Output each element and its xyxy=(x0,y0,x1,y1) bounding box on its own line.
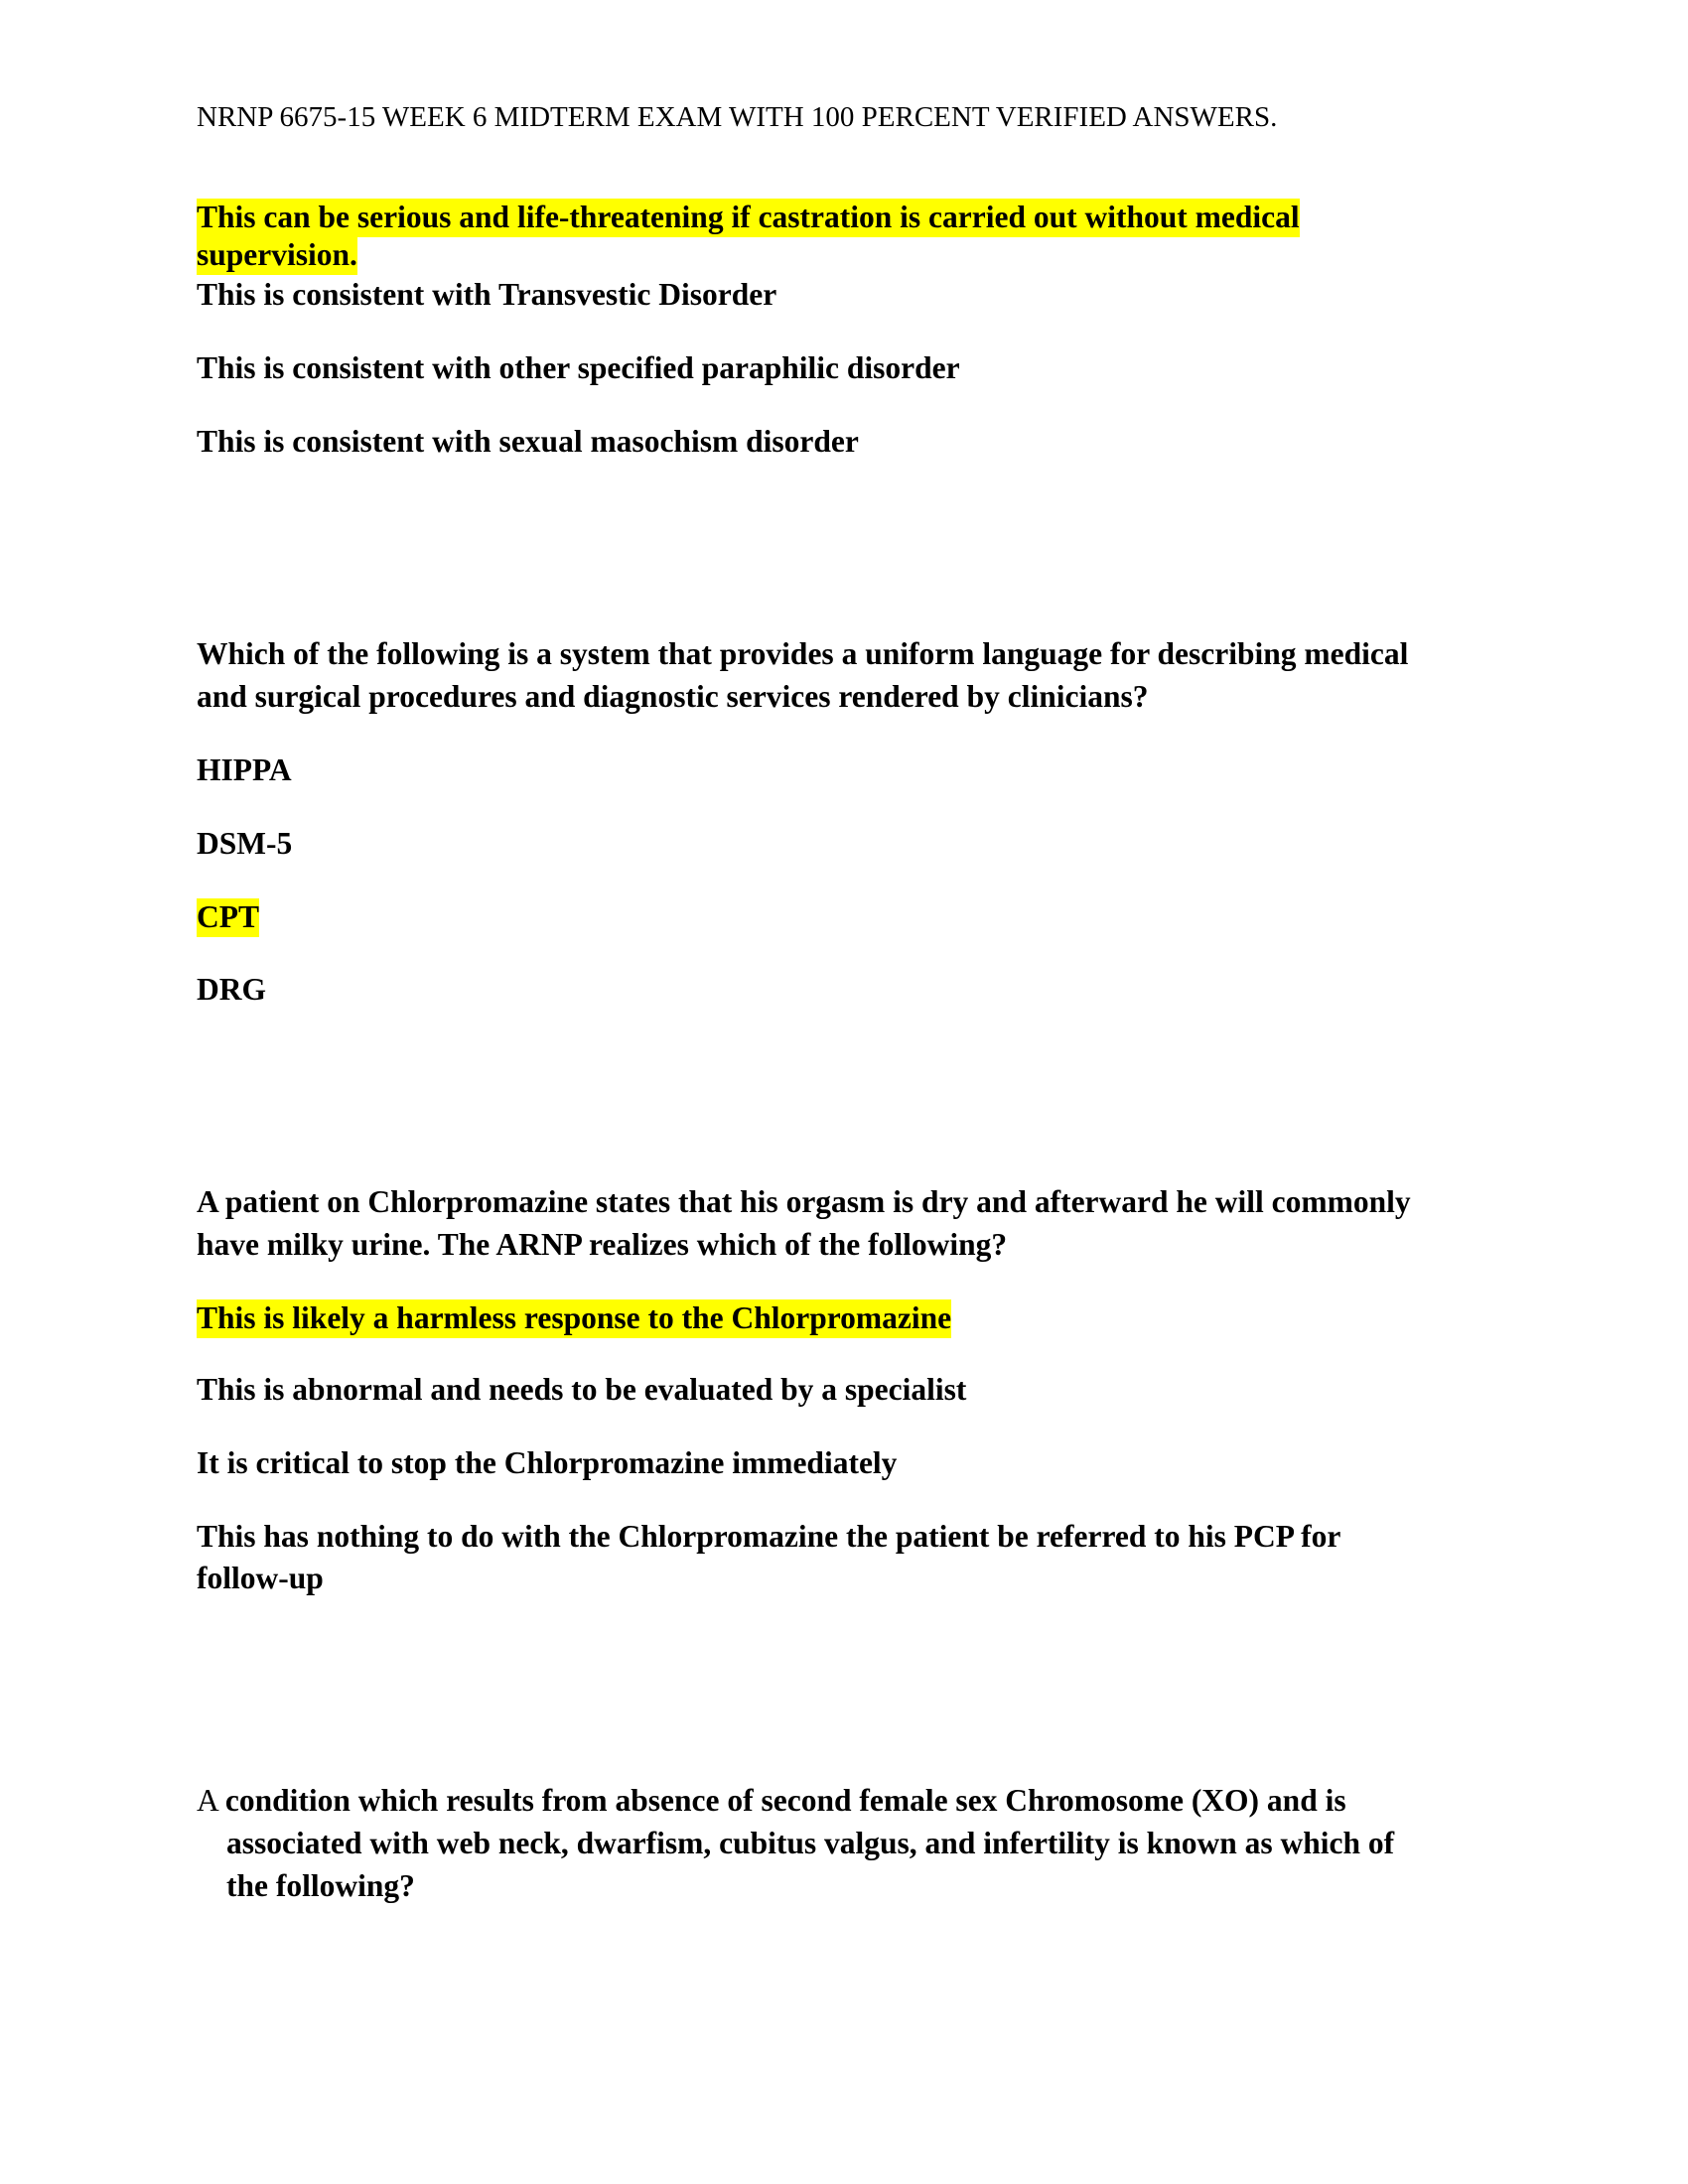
q2-question-line-1: Which of the following is a system that provides a uniform language for describing medical xyxy=(197,636,1409,671)
q4-question-line-3: the following? xyxy=(226,1868,415,1903)
correct-answer-highlight: This can be serious and life-threatening if castration is carried out without medical xyxy=(197,199,1300,237)
q3-option-1 xyxy=(197,1299,951,1337)
q3-option-2: This is abnormal and needs to be evaluated by a specialist xyxy=(197,1372,967,1407)
q3-question-line-1: A patient on Chlorpromazine states that his orgasm is dry and afterward he will commonly xyxy=(197,1184,1411,1219)
q2-option-4: DRG xyxy=(197,972,266,1007)
correct-answer-highlight: CPT xyxy=(197,898,259,937)
q1-option-1-line-1 xyxy=(197,199,1300,236)
q2-option-3 xyxy=(197,898,259,936)
q2-option-2: DSM-5 xyxy=(197,826,293,861)
q4-lead-letter: A xyxy=(197,1783,218,1818)
q1-option-3: This is consistent with other specified paraphilic disorder xyxy=(197,350,960,385)
document-header: NRNP 6675-15 WEEK 6 MIDTERM EXAM WITH 100 PERCENT VERIFIED ANSWERS. xyxy=(197,101,1278,133)
q1-option-4: This is consistent with sexual masochism disorder xyxy=(197,424,859,459)
correct-answer-highlight: supervision. xyxy=(197,236,357,275)
q4-question-line-2: associated with web neck, dwarfism, cubitus valgus, and infertility is known as which of xyxy=(226,1826,1395,1860)
q3-question-line-2: have milky urine. The ARNP realizes which of the following? xyxy=(197,1227,1008,1262)
correct-answer-highlight: This is likely a harmless response to the Chlorpromazine xyxy=(197,1299,951,1338)
q3-option-4-line-1: This has nothing to do with the Chlorpromazine the patient be referred to his PCP for xyxy=(197,1519,1341,1554)
q1-option-2: This is consistent with Transvestic Disorder xyxy=(197,277,777,312)
q4-question-text: condition which results from absence of second female sex Chromosome (XO) and is xyxy=(224,1783,1346,1818)
q4-question-line-1 xyxy=(197,1782,1346,1820)
q3-option-3: It is critical to stop the Chlorpromazine immediately xyxy=(197,1445,898,1480)
q3-option-4-line-2: follow-up xyxy=(197,1561,324,1595)
q2-option-1: HIPPA xyxy=(197,752,292,787)
q2-question-line-2: and surgical procedures and diagnostic services rendered by clinicians? xyxy=(197,679,1149,714)
q1-option-1-line-2 xyxy=(197,236,357,274)
